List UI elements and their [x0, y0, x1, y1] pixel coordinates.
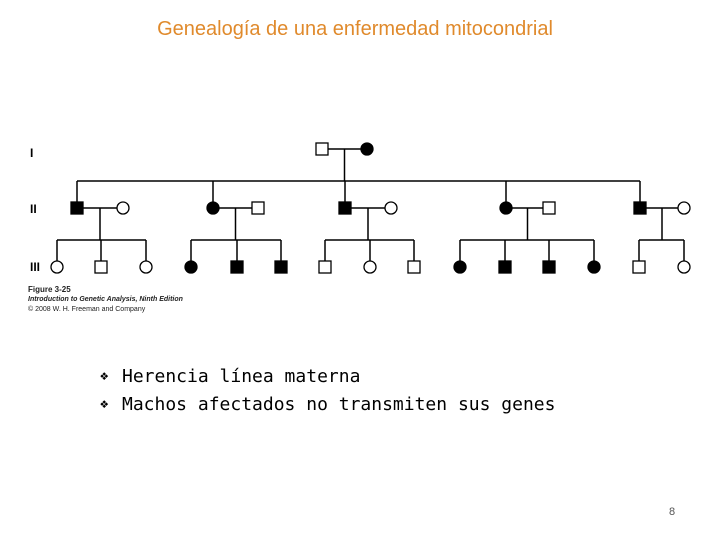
affected-male-square: [499, 261, 511, 273]
unaffected-male-square: [543, 202, 555, 214]
unaffected-female-circle: [140, 261, 152, 273]
affected-female-circle: [361, 143, 373, 155]
affected-female-circle: [588, 261, 600, 273]
figure-caption: [28, 285, 183, 315]
slide-title: Genealogía de una enfermedad mitocondrial: [157, 18, 553, 40]
bullet-list: [100, 366, 555, 422]
affected-male-square: [543, 261, 555, 273]
unaffected-female-circle: [678, 202, 690, 214]
unaffected-male-square: [633, 261, 645, 273]
unaffected-male-square: [319, 261, 331, 273]
unaffected-female-circle: [51, 261, 63, 273]
affected-male-square: [634, 202, 646, 214]
generation-label-i: I: [30, 146, 34, 160]
diamond-bullet-icon: ❖: [100, 368, 109, 384]
affected-male-square: [275, 261, 287, 273]
unaffected-male-square: [252, 202, 264, 214]
unaffected-male-square: [316, 143, 328, 155]
bullet-item: [100, 394, 555, 422]
pedigree-lines: [57, 149, 684, 267]
unaffected-female-circle: [385, 202, 397, 214]
affected-female-circle: [454, 261, 466, 273]
bullet-text: Machos afectados no transmiten sus genes: [122, 394, 556, 415]
caption-figure: Figure 3-25: [28, 285, 71, 294]
affected-male-square: [231, 261, 243, 273]
unaffected-female-circle: [678, 261, 690, 273]
unaffected-male-square: [408, 261, 420, 273]
diamond-bullet-icon: ❖: [100, 396, 109, 412]
caption-copyright: © 2008 W. H. Freeman and Company: [28, 306, 146, 313]
caption-book: Introduction to Genetic Analysis, Ninth Edition: [28, 296, 183, 303]
unaffected-female-circle: [364, 261, 376, 273]
affected-female-circle: [500, 202, 512, 214]
affected-male-square: [339, 202, 351, 214]
unaffected-female-circle: [117, 202, 129, 214]
affected-female-circle: [207, 202, 219, 214]
bullet-text: Herencia línea materna: [122, 366, 361, 387]
page-number: 8: [668, 506, 676, 518]
affected-female-circle: [185, 261, 197, 273]
bullet-item: [100, 366, 555, 394]
unaffected-male-square: [95, 261, 107, 273]
generation-label-ii: II: [30, 202, 37, 216]
generation-label-iii: III: [30, 260, 41, 274]
affected-male-square: [71, 202, 83, 214]
